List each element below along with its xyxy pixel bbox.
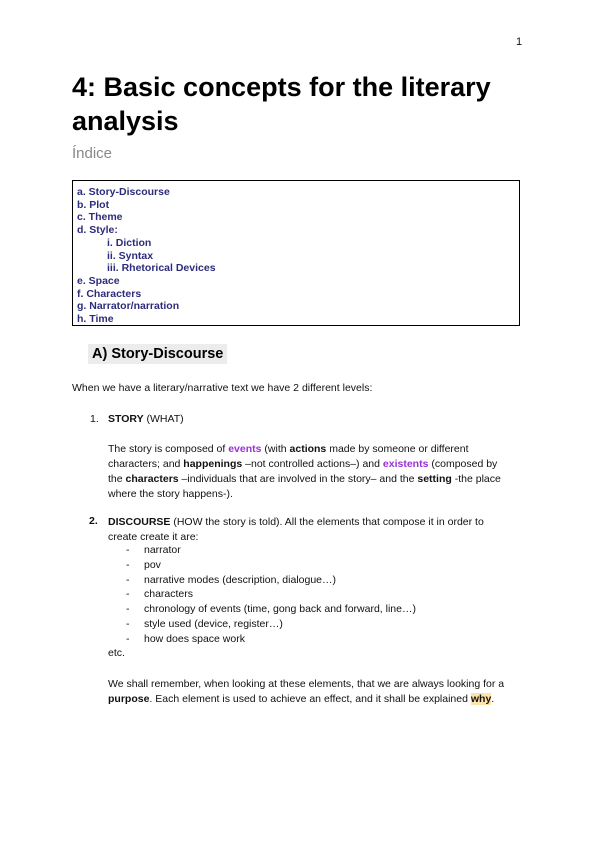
- page-number: 1: [516, 36, 523, 48]
- toc-item[interactable]: g. Narrator/narration: [77, 300, 180, 313]
- why-term: why: [470, 693, 492, 705]
- purpose-term: purpose: [108, 693, 150, 705]
- list-item: - style used (device, register…): [126, 617, 416, 632]
- index-label: Índice: [72, 145, 113, 162]
- toc-item[interactable]: d. Style:: [77, 224, 118, 237]
- discourse-heading: [108, 515, 508, 545]
- text: –not controlled actions–) and: [242, 458, 383, 470]
- list-item: - narrator: [126, 543, 416, 558]
- text: –individuals that are involved in the story– and the: [178, 473, 418, 485]
- document-title: 4: Basic concepts for the literary analysis: [72, 72, 491, 136]
- list-item: - pov: [126, 558, 416, 573]
- toc-item[interactable]: e. Space: [77, 274, 120, 287]
- list-item: - narrative modes (description, dialogue…): [126, 573, 416, 588]
- toc-item[interactable]: c. Theme: [77, 211, 123, 224]
- events-term: events: [228, 443, 262, 455]
- toc-subitem[interactable]: iii. Rhetorical Devices: [107, 262, 216, 275]
- text: (with: [261, 443, 290, 455]
- existents-term: existents: [382, 458, 429, 470]
- toc-subitem[interactable]: ii. Syntax: [107, 249, 154, 262]
- table-of-contents: [72, 180, 520, 326]
- text: We shall remember, when looking at these elements, that we are always looking for a: [108, 678, 505, 690]
- text: . Each element is used to achieve an effect, and it shall be explained: [149, 693, 471, 705]
- discourse-elements-list: [126, 543, 416, 647]
- list-number: 2.: [89, 515, 98, 527]
- toc-item[interactable]: b. Plot: [77, 198, 110, 211]
- story-label: STORY: [108, 413, 144, 425]
- toc-item[interactable]: a. Story-Discourse: [77, 186, 170, 198]
- text: The story is composed of: [108, 443, 229, 455]
- discourse-label: DISCOURSE: [108, 516, 171, 528]
- text: (HOW the story is told). All the elements that compose it in order to create create it are:: [108, 516, 484, 543]
- toc-subitem[interactable]: i. Diction: [107, 236, 152, 249]
- story-heading: [108, 413, 184, 425]
- list-item: - how does space work: [126, 632, 416, 647]
- happenings-term: happenings: [183, 458, 243, 470]
- list-item: - characters: [126, 587, 416, 602]
- setting-term: setting: [417, 473, 452, 485]
- toc-item[interactable]: h. Time: [77, 313, 114, 326]
- actions-term: actions: [289, 443, 327, 455]
- text: (composed by the: [108, 458, 498, 485]
- toc-item[interactable]: f. Characters: [77, 287, 142, 300]
- story-paragraph: [108, 442, 508, 502]
- section-heading: A) Story-Discourse: [88, 344, 227, 364]
- text: made by someone or different characters; and: [108, 443, 469, 470]
- text: .: [491, 693, 495, 705]
- list-item: - chronology of events (time, gong back and forward, line…): [126, 602, 416, 617]
- text: -the place where the story happens-).: [108, 473, 501, 500]
- characters-term: characters: [125, 473, 179, 485]
- story-label-rest: (WHAT): [143, 413, 184, 425]
- intro-paragraph: When we have a literary/narrative text we have 2 different levels:: [72, 382, 373, 394]
- purpose-paragraph: [108, 677, 508, 707]
- etc-text: etc.: [108, 647, 125, 659]
- list-number: 1.: [90, 413, 99, 425]
